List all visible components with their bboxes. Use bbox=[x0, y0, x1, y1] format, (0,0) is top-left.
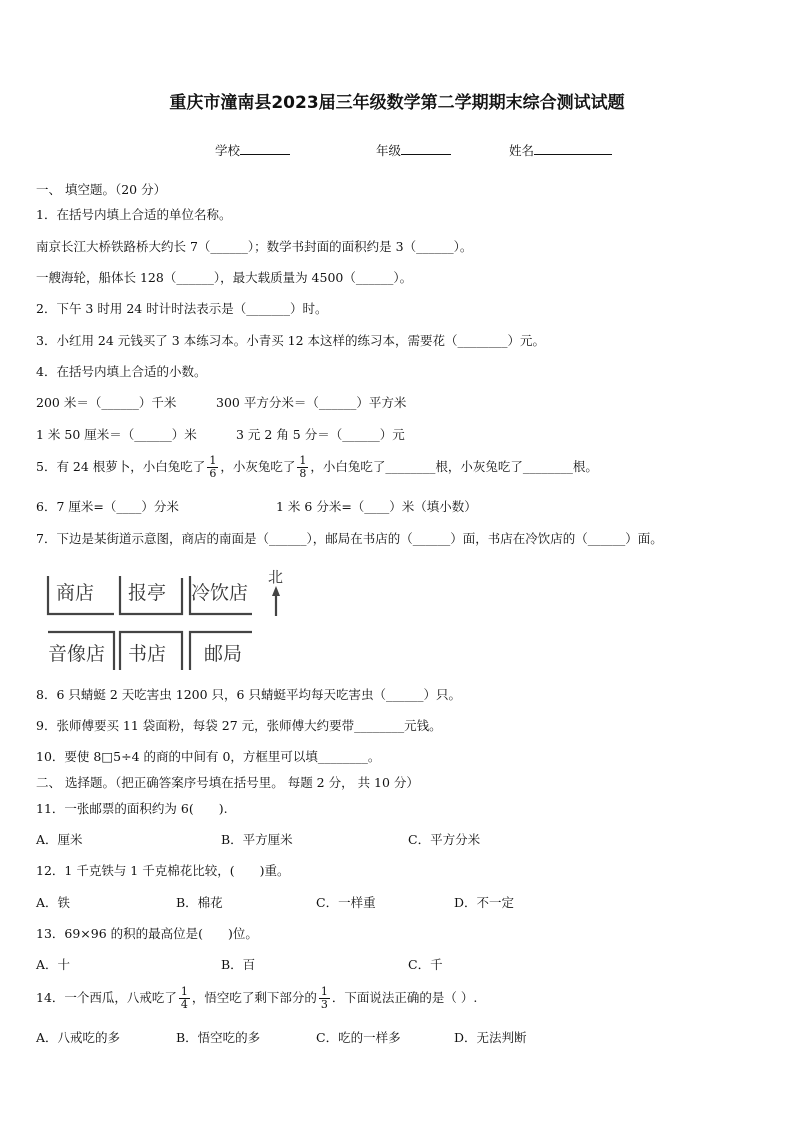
q4-b: 300 平方分米＝（______）平方米 bbox=[216, 395, 407, 410]
fraction-one-sixth bbox=[207, 455, 218, 480]
fraction-numerator: 1 bbox=[320, 985, 328, 998]
q9-text: 9．张师傅要买 11 袋面粉，每袋 27 元，张师傅大约要带________元钱。 bbox=[36, 718, 442, 733]
q12-option-a[interactable]: A．铁 bbox=[36, 895, 71, 910]
section2-header: 二、 选择题。（把正确答案序号填在括号里。 每题 2 分， 共 10 分） bbox=[36, 775, 419, 790]
q8-text: 8．6 只蜻蜓 2 天吃害虫 1200 只，6 只蜻蜓平均每天吃害虫（______）只。 bbox=[36, 687, 461, 702]
map-label-coldshop: 冷饮店 bbox=[191, 582, 249, 604]
school-label: 学校 bbox=[215, 143, 241, 158]
grade-field bbox=[376, 141, 451, 159]
north-arrow-icon bbox=[272, 586, 280, 596]
q11-text: 11．一张邮票的面积约为 6( ). bbox=[36, 801, 228, 816]
q11-option-b[interactable]: B．平方厘米 bbox=[221, 832, 293, 847]
q6-a: 6．7 厘米=（____）分米 bbox=[36, 499, 179, 514]
fraction-denominator: 4 bbox=[180, 998, 188, 1011]
q10-text: 10．要使 8□5÷4 的商的中间有 0，方框里可以填________。 bbox=[36, 749, 381, 764]
fraction-numerator: 1 bbox=[209, 454, 217, 467]
page-title: 重庆市潼南县2023届三年级数学第二学期期末综合测试试题 bbox=[169, 93, 625, 113]
q12-option-b[interactable]: B．棉花 bbox=[176, 895, 223, 910]
fraction-numerator: 1 bbox=[299, 454, 307, 467]
q13-option-b[interactable]: B．百 bbox=[221, 957, 256, 972]
street-map-diagram bbox=[44, 566, 300, 676]
school-blank[interactable] bbox=[240, 142, 290, 155]
q5-part1: 5．有 24 根萝卜，小白兔吃了 bbox=[36, 459, 206, 474]
q14-part1: 14．一个西瓜，八戒吃了 bbox=[36, 990, 177, 1005]
q4-a: 200 米＝（______）千米 bbox=[36, 395, 177, 410]
q6-b: 1 米 6 分米=（____）米（填小数） bbox=[276, 499, 477, 514]
fraction-numerator: 1 bbox=[180, 985, 188, 998]
q14-option-b[interactable]: B．悟空吃的多 bbox=[176, 1030, 261, 1045]
q1-line1: 南京长江大桥铁路桥大约长 7（______）；数学书封面的面积约是 3（______）。 bbox=[36, 239, 473, 254]
fraction-denominator: 6 bbox=[209, 467, 217, 480]
q13-option-c[interactable]: C．千 bbox=[408, 957, 443, 972]
q13-text: 13．69×96 的积的最高位是( )位。 bbox=[36, 926, 258, 941]
q5-part3: ，小白兔吃了________根，小灰兔吃了________根。 bbox=[310, 459, 598, 474]
q12-option-d[interactable]: D．不一定 bbox=[454, 895, 515, 910]
q12-option-c[interactable]: C．一样重 bbox=[316, 895, 376, 910]
map-label-post: 邮局 bbox=[204, 643, 243, 665]
grade-blank[interactable] bbox=[401, 142, 451, 155]
q11-option-c[interactable]: C．平方分米 bbox=[408, 832, 481, 847]
map-label-shop: 商店 bbox=[56, 582, 95, 604]
q4-text: 4．在括号内填上合适的小数。 bbox=[36, 364, 207, 379]
q11-option-a[interactable]: A．厘米 bbox=[36, 832, 83, 847]
q13-option-a[interactable]: A．十 bbox=[36, 957, 71, 972]
q14-text bbox=[36, 985, 477, 1011]
q12-text: 12．1 千克铁与 1 千克棉花比较，( )重。 bbox=[36, 863, 290, 878]
q2-text: 2．下午 3 时用 24 时计时法表示是（_______）时。 bbox=[36, 301, 328, 316]
q14-option-d[interactable]: D．无法判断 bbox=[454, 1030, 527, 1045]
map-label-kiosk: 报亭 bbox=[128, 582, 167, 604]
q1-text: 1．在括号内填上合适的单位名称。 bbox=[36, 207, 232, 222]
school-field bbox=[215, 141, 290, 159]
map-label-north: 北 bbox=[268, 568, 284, 586]
name-blank[interactable] bbox=[534, 142, 612, 155]
q1-line2: 一艘海轮，船体长 128（______），最大载质量为 4500（______）。 bbox=[36, 270, 413, 285]
fraction-denominator: 3 bbox=[320, 998, 328, 1011]
q3-text: 3．小红用 24 元钱买了 3 本练习本。小青买 12 本这样的练习本，需要花（________）元。 bbox=[36, 333, 546, 348]
q14-option-a[interactable]: A．八戒吃的多 bbox=[36, 1030, 121, 1045]
fraction-denominator: 8 bbox=[299, 467, 307, 480]
name-field bbox=[509, 141, 612, 159]
fraction-one-third bbox=[319, 986, 330, 1011]
q5-part2: ，小灰兔吃了 bbox=[220, 459, 296, 474]
q4-c: 1 米 50 厘米＝（______）米 bbox=[36, 427, 197, 442]
section1-header: 一、 填空题。（20 分） bbox=[36, 182, 167, 197]
q7-text: 7．下边是某街道示意图，商店的南面是（______），邮局在书店的（______）面，书店在冷饮店的（______）面。 bbox=[36, 531, 663, 546]
q4-d: 3 元 2 角 5 分＝（______）元 bbox=[236, 427, 405, 442]
map-label-bookstore: 书店 bbox=[128, 643, 167, 665]
q5-text bbox=[36, 454, 598, 480]
grade-label: 年级 bbox=[376, 143, 402, 158]
map-label-audio: 音像店 bbox=[48, 643, 106, 665]
q14-option-c[interactable]: C．吃的一样多 bbox=[316, 1030, 401, 1045]
q14-part3: ．下面说法正确的是（ ）. bbox=[331, 990, 478, 1005]
name-label: 姓名 bbox=[509, 143, 535, 158]
fraction-one-eighth bbox=[297, 455, 308, 480]
q14-part2: ，悟空吃了剩下部分的 bbox=[191, 990, 317, 1005]
fraction-one-quarter bbox=[179, 986, 190, 1011]
